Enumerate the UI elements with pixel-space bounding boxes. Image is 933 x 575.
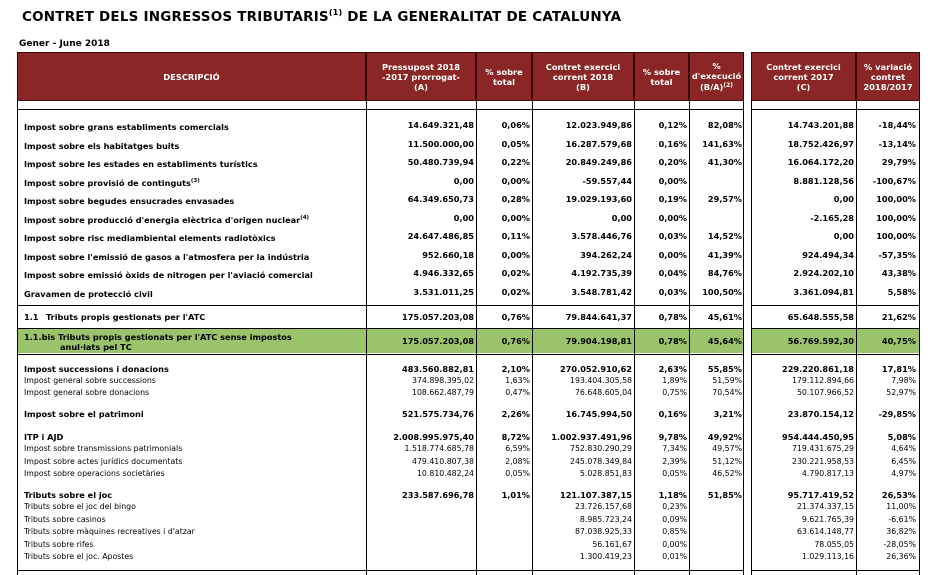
row-description: Impost sobre l'emissió de gasos a l'atmosfera per la indústria (24, 252, 310, 262)
row-value-ex: 100,50% (702, 287, 742, 297)
row-value-c: 719.431.675,29 (791, 444, 854, 453)
row-value-c: 50.107.966,52 (796, 388, 854, 397)
row-value-pa: 0,00% (501, 250, 530, 260)
row-value-a: 374.898.395,02 (411, 376, 474, 385)
row-value-ex: 41,39% (707, 250, 742, 260)
row-value-c: 0,00 (833, 231, 854, 241)
row-value-pa: 0,05% (505, 469, 530, 478)
row-value-pb: 0,04% (658, 268, 687, 278)
header-execucio: % d'execució $(B/A)^{(2)}$ (689, 52, 744, 101)
row-value-ex: 45,61% (707, 312, 742, 322)
row-description: Impost general sobre donacions (24, 388, 150, 397)
row-value-pb: 0,00% (658, 250, 687, 260)
row-value-pa: 0,11% (501, 231, 530, 241)
row-value-c: 230.221.958,53 (791, 457, 854, 466)
row-separator (751, 305, 920, 306)
row-value-v: -100,67% (872, 176, 916, 186)
row-value-b: 8.985.723,24 (579, 515, 632, 524)
row-value-a: 2.008.995.975,40 (393, 432, 474, 442)
header-pct-total-2: % sobre total (634, 52, 689, 101)
header-contret-2018: Contret exercici corrent 2018 (B) (532, 52, 634, 101)
row-value-c: 23.870.154,12 (787, 409, 854, 419)
row-value-pb: 0,78% (658, 312, 687, 322)
row-description: Tributs sobre màquines recreatives i d'atzar (24, 527, 195, 536)
row-value-v: 29,79% (881, 157, 916, 167)
row-value-pb: 2,63% (658, 364, 687, 374)
row-value-b: 3.548.781,42 (571, 287, 632, 297)
row-value-a: 64.349.650,73 (407, 194, 474, 204)
row-value-pb: 0,75% (662, 388, 687, 397)
row-value-pb: 0,12% (658, 120, 687, 130)
row-description: Impost sobre les estades en establiments turístics (24, 159, 258, 169)
row-value-pa: 0,02% (501, 287, 530, 297)
row-value-v: 100,00% (876, 213, 916, 223)
row-value-pb: 0,01% (662, 552, 687, 561)
row-value-ex: 141,63% (702, 139, 742, 149)
row-value-v: 6,45% (891, 457, 916, 466)
table-row (0, 285, 933, 299)
row-value-pa: 0,76% (501, 312, 530, 322)
row-value-c: 954.444.450,95 (782, 432, 854, 442)
row-value-pb: 0,00% (662, 540, 687, 549)
row-value-a: 108.662.487,79 (411, 388, 474, 397)
table-row (0, 248, 933, 262)
table-row (0, 211, 933, 225)
table-row (0, 137, 933, 151)
row-value-b: -59.557,44 (582, 176, 632, 186)
header-descripcio: DESCRIPCIÓ (17, 52, 366, 101)
row-value-c: 21.374.337,15 (796, 502, 854, 511)
row-value-pb: 0,09% (662, 515, 687, 524)
row-value-b: 121.107.387,15 (560, 490, 632, 500)
row-value-b: 12.023.949,86 (565, 120, 632, 130)
row-value-pb: 0,16% (658, 409, 687, 419)
row-value-b: 5.028.851,83 (579, 469, 632, 478)
row-value-ex: 70,54% (712, 388, 742, 397)
table-row-highlight (0, 332, 933, 352)
row-description: Impost sobre begudes ensucrades envasades (24, 196, 235, 206)
row-value-b: 16.745.994,50 (565, 409, 632, 419)
table-row (0, 500, 933, 514)
row-value-ex: 46,52% (712, 469, 742, 478)
row-value-ex: 55,85% (707, 364, 742, 374)
row-value-v: 5,58% (887, 287, 916, 297)
row-value-v: 40,75% (881, 336, 916, 346)
table-row (0, 407, 933, 421)
row-description: Impost successions i donacions (24, 364, 169, 374)
row-description: Impost sobre provisió de continguts$^{(3)}$ (24, 178, 200, 188)
row-value-a: 521.575.734,76 (402, 409, 474, 419)
row-separator (17, 570, 744, 571)
row-value-v: 100,00% (876, 231, 916, 241)
row-value-v: 36,82% (886, 527, 916, 536)
page-title: CONTRET DELS INGRESSOS TRIBUTARIS$^{(1)}$ DE LA GENERALITAT DE CATALUNYA (22, 8, 622, 25)
row-value-a: 0,00 (453, 176, 474, 186)
row-value-v: 11,00% (886, 502, 916, 511)
row-value-ex: 29,57% (707, 194, 742, 204)
row-description: Impost sobre producció d'energia elèctrica d'origen nuclear$^{(4)}$ (24, 215, 310, 225)
row-value-pa: 6,59% (505, 444, 530, 453)
row-value-v: 52,97% (886, 388, 916, 397)
row-value-v: 5,08% (887, 432, 916, 442)
row-value-b: 245.078.349,84 (569, 457, 632, 466)
row-value-c: 56.769.592,30 (787, 336, 854, 346)
row-value-a: 14.649.321,48 (407, 120, 474, 130)
row-value-pa: 0,22% (501, 157, 530, 167)
row-value-c: 0,00 (833, 194, 854, 204)
table-row (0, 229, 933, 243)
row-value-pa: 0,05% (501, 139, 530, 149)
row-value-c: 16.064.172,20 (787, 157, 854, 167)
row-value-v: 26,36% (886, 552, 916, 561)
row-value-ex: 82,08% (707, 120, 742, 130)
row-description: Tributs propis gestionats per l'ATC (46, 312, 206, 322)
row-description: Tributs sobre casinos (24, 515, 106, 524)
table-row (0, 550, 933, 564)
row-value-b: 56.161,67 (592, 540, 632, 549)
row-value-pa: 2,10% (501, 364, 530, 374)
row-value-ex: 41,30% (707, 157, 742, 167)
row-value-v: 7,98% (891, 376, 916, 385)
table-row (0, 118, 933, 132)
row-value-b: 19.029.193,60 (565, 194, 632, 204)
row-value-pa: 0,47% (505, 388, 530, 397)
row-description: Impost sobre el patrimoni (24, 409, 144, 419)
row-value-v: 4,97% (891, 469, 916, 478)
row-value-c: 78.055,05 (814, 540, 854, 549)
row-value-b: 3.578.446,76 (571, 231, 632, 241)
row-value-pa: 0,06% (501, 120, 530, 130)
row-value-pa: 1,63% (505, 376, 530, 385)
row-value-v: 100,00% (876, 194, 916, 204)
row-value-a: 50.480.739,94 (407, 157, 474, 167)
row-description-cont: anul·lats pel TC (60, 342, 132, 352)
table-row (0, 266, 933, 280)
row-value-pa: 2,08% (505, 457, 530, 466)
row-value-pb: 1,89% (662, 376, 687, 385)
header-contret-2017: Contret exercici corrent 2017 (C) (751, 52, 856, 101)
row-separator (751, 328, 920, 329)
row-value-a: 175.057.203,08 (402, 312, 474, 322)
row-description: Impost sobre actes jurídics documentats (24, 457, 183, 466)
row-value-v: 26,53% (881, 490, 916, 500)
row-value-c: 924.494,34 (802, 250, 854, 260)
row-separator (751, 570, 920, 571)
row-description: Tributs sobre el joc (24, 490, 113, 500)
row-value-b: 193.404.305,58 (569, 376, 632, 385)
table-row (0, 192, 933, 206)
row-value-pb: 0,05% (662, 469, 687, 478)
row-value-c: 2.924.202,10 (793, 268, 854, 278)
row-value-v: -28,05% (883, 540, 916, 549)
row-description: ITP i AJD (24, 432, 64, 442)
row-separator (751, 354, 920, 355)
row-value-b: 20.849.249,86 (565, 157, 632, 167)
row-description: Impost general sobre successions (24, 376, 156, 385)
row-value-pb: 2,39% (662, 457, 687, 466)
row-value-a: 11.500.000,00 (407, 139, 474, 149)
row-value-b: 394.262,24 (580, 250, 632, 260)
row-value-ex: 49,92% (707, 432, 742, 442)
table-row (0, 525, 933, 539)
row-value-b: 79.904.198,81 (565, 336, 632, 346)
row-value-b: 752.830.290,29 (569, 444, 632, 453)
period-label: Gener - June 2018 (19, 39, 110, 49)
row-separator (17, 109, 744, 110)
row-value-pb: 0,16% (658, 139, 687, 149)
row-value-ex: 45,64% (707, 336, 742, 346)
row-value-pb: 7,34% (662, 444, 687, 453)
row-value-c: 95.717.419,52 (787, 490, 854, 500)
row-value-v: -57,35% (878, 250, 916, 260)
row-value-v: 43,38% (881, 268, 916, 278)
row-value-b: 0,00 (611, 213, 632, 223)
row-value-ex: 14,52% (707, 231, 742, 241)
row-value-b: 4.192.735,39 (571, 268, 632, 278)
row-value-pb: 0,00% (658, 213, 687, 223)
row-value-a: 4.946.332,65 (413, 268, 474, 278)
row-separator (751, 109, 920, 110)
row-description: Impost sobre operacions societàries (24, 469, 165, 478)
table-row (0, 467, 933, 481)
row-value-b: 270.052.910,62 (560, 364, 632, 374)
row-value-c: 63.614.148,77 (796, 527, 854, 536)
row-value-a: 233.587.696,78 (402, 490, 474, 500)
row-value-ex: 3,21% (713, 409, 742, 419)
row-value-c: 3.361.094,81 (793, 287, 854, 297)
row-value-pb: 0,78% (658, 336, 687, 346)
row-value-v: 21,62% (881, 312, 916, 322)
row-value-pa: 0,00% (501, 213, 530, 223)
row-value-a: 0,00 (453, 213, 474, 223)
row-value-c: 9.621.765,39 (801, 515, 854, 524)
header-pressupost: Pressupost 2018 -2017 prorrogat- (A) (366, 52, 476, 101)
row-value-b: 76.648.605,04 (574, 388, 632, 397)
row-description: Tributs sobre rifes (24, 540, 94, 549)
row-value-a: 483.560.882,81 (402, 364, 474, 374)
table-row (0, 155, 933, 169)
row-value-a: 952.660,18 (422, 250, 474, 260)
row-value-pb: 0,23% (662, 502, 687, 511)
row-value-a: 3.531.011,25 (413, 287, 474, 297)
row-separator (17, 354, 744, 355)
table-row (0, 386, 933, 400)
row-separator (17, 305, 744, 306)
table-row (0, 174, 933, 188)
row-value-pa: 2,26% (501, 409, 530, 419)
row-value-b: 1.002.937.491,96 (551, 432, 632, 442)
row-value-c: 65.648.555,58 (787, 312, 854, 322)
row-description: Tributs sobre el joc. Apostes (24, 552, 134, 561)
row-description: Impost sobre grans establiments comercials (24, 122, 229, 132)
row-value-v: -18,44% (878, 120, 916, 130)
row-value-c: 1.029.113,16 (801, 552, 854, 561)
table-row (0, 442, 933, 456)
row-value-pa: 8,72% (501, 432, 530, 442)
row-value-ex: 51,85% (707, 490, 742, 500)
row-value-pb: 0,85% (662, 527, 687, 536)
row-description: 1.1.bis Tributs propis gestionats per l'ATC sense impostos (24, 332, 292, 342)
header-pct-total: % sobre total (476, 52, 532, 101)
row-value-v: 17,81% (881, 364, 916, 374)
row-value-c: 8.881.128,56 (793, 176, 854, 186)
row-value-pb: 0,00% (658, 176, 687, 186)
row-value-v: -29,85% (878, 409, 916, 419)
row-value-pb: 0,03% (658, 231, 687, 241)
row-value-c: 14.743.201,88 (787, 120, 854, 130)
row-value-pa: 0,00% (501, 176, 530, 186)
row-description: Tributs sobre el joc del bingo (24, 502, 136, 511)
table-row (0, 310, 933, 324)
row-value-ex: 51,12% (712, 457, 742, 466)
row-value-c: 179.112.894,66 (791, 376, 854, 385)
row-value-c: 4.790.817,13 (801, 469, 854, 478)
row-value-ex: 84,76% (707, 268, 742, 278)
row-value-b: 16.287.579,68 (565, 139, 632, 149)
row-value-ex: 51,59% (712, 376, 742, 385)
row-value-pb: 0,19% (658, 194, 687, 204)
row-value-v: 4,64% (891, 444, 916, 453)
row-description: Impost sobre els habitatges buits (24, 141, 180, 151)
row-value-v: -13,14% (878, 139, 916, 149)
row-value-a: 1.518.774.685,78 (404, 444, 474, 453)
row-value-a: 24.647.486,85 (407, 231, 474, 241)
row-value-a: 479.410.807,38 (411, 457, 474, 466)
row-number-label: 1.1 (24, 312, 39, 322)
row-value-ex: 49,57% (712, 444, 742, 453)
row-separator (17, 328, 744, 329)
row-value-pb: 0,20% (658, 157, 687, 167)
row-description: Gravamen de protecció civil (24, 289, 153, 299)
row-value-pa: 0,28% (501, 194, 530, 204)
row-value-b: 79.844.641,37 (565, 312, 632, 322)
row-value-c: 18.752.426,97 (787, 139, 854, 149)
row-value-v: -6,61% (888, 515, 916, 524)
row-value-pb: 1,18% (658, 490, 687, 500)
row-value-pa: 0,02% (501, 268, 530, 278)
row-value-c: 229.220.861,18 (782, 364, 854, 374)
row-value-a: 10.810.482,24 (416, 469, 474, 478)
row-value-b: 23.726.157,68 (574, 502, 632, 511)
row-value-pb: 9,78% (658, 432, 687, 442)
row-value-b: 87.038.925,33 (574, 527, 632, 536)
row-description: Impost sobre emissió òxids de nitrogen per l'aviació comercial (24, 270, 313, 280)
row-value-a: 175.057.203,08 (402, 336, 474, 346)
row-description: Impost sobre risc mediambiental elements radiotòxics (24, 233, 276, 243)
row-value-c: -2.165,28 (810, 213, 854, 223)
row-value-pb: 0,03% (658, 287, 687, 297)
row-description: Impost sobre transmissions patrimonials (24, 444, 183, 453)
row-value-b: 1.300.419,23 (579, 552, 632, 561)
row-value-pa: 0,76% (501, 336, 530, 346)
header-variacio: % variació contret 2018/2017 (856, 52, 920, 101)
row-value-pa: 1,01% (501, 490, 530, 500)
